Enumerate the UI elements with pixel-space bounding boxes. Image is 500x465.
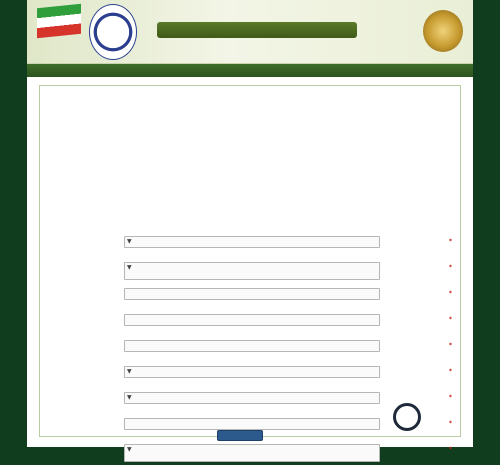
site-title [157,22,357,38]
form-select[interactable] [124,366,380,378]
form-select[interactable] [124,392,380,404]
notice-paragraph-8 [48,164,452,170]
form-input[interactable] [124,314,380,326]
submit-button[interactable] [217,430,263,441]
notice-paragraph-3 [48,119,452,125]
site-banner [27,0,473,64]
form-label: * [448,394,452,401]
notice-paragraph-7 [48,155,452,161]
notice-paragraph-5 [48,137,452,143]
form-label: * [448,446,452,453]
form-input[interactable] [124,418,380,430]
main-content [39,85,461,453]
form-select[interactable] [124,444,380,462]
form-label: * [448,316,452,323]
chevron-down-icon: ▼ [127,238,132,245]
form-label: * [448,290,452,297]
watermark-logo [391,397,471,447]
form-select[interactable] [124,262,380,280]
form-row [48,311,452,335]
chevron-down-icon: ▼ [127,394,132,401]
chevron-down-icon: ▼ [127,446,132,453]
notice-paragraph-4 [48,128,452,134]
form-row [48,285,452,309]
chevron-down-icon: ▼ [127,264,132,271]
form-input[interactable] [124,340,380,352]
form-row [48,259,452,283]
form-label: * [448,238,452,245]
form-row [48,233,452,257]
notice-paragraph-2 [48,110,452,116]
form-row [48,363,452,387]
form-label: * [448,342,452,349]
form-select[interactable] [124,236,380,248]
notice-paragraph-1 [48,101,452,107]
logo-seal [89,4,137,60]
form-row [48,337,452,361]
page [27,0,473,453]
form-input[interactable] [124,288,380,300]
chevron-down-icon: ▼ [127,368,132,375]
form-label: * [448,264,452,271]
search-icon [393,403,421,431]
form-label: * [448,368,452,375]
notice-paragraph-6 [48,146,452,152]
army-emblem-icon [423,10,463,52]
form-label: * [448,420,452,427]
notice-block [40,86,460,177]
main-nav [27,64,473,77]
flag-icon [37,4,81,39]
notice-heading [48,92,452,98]
